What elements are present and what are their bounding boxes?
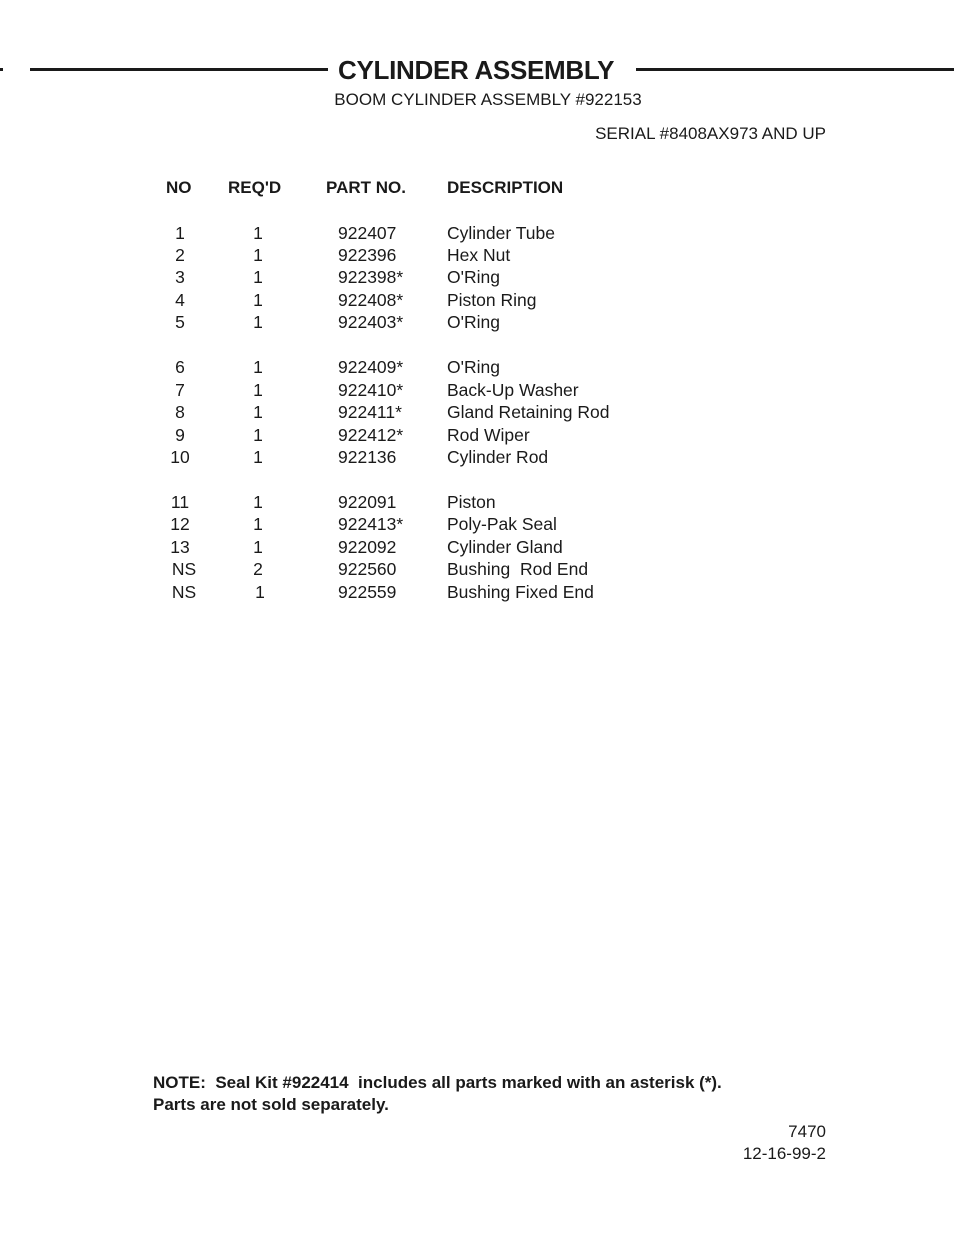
item-number: NS (171, 559, 197, 579)
margin-tick (0, 68, 3, 71)
table-row (0, 513, 954, 535)
table-row (0, 266, 954, 288)
part-number: 922412* (338, 425, 404, 445)
item-number: 3 (175, 267, 185, 287)
quantity-required: 1 (253, 312, 263, 332)
table-row (0, 558, 954, 580)
column-header-no: NO (166, 178, 192, 197)
table-row (0, 356, 954, 378)
table-row (0, 581, 954, 603)
table-row (0, 289, 954, 311)
column-header-reqd: REQ'D (228, 178, 282, 197)
table-row (0, 311, 954, 333)
part-description: Rod Wiper (447, 425, 530, 445)
part-description: O'Ring (447, 312, 500, 332)
part-description: Back-Up Washer (447, 380, 579, 400)
item-number: 4 (175, 290, 185, 310)
table-row (0, 222, 954, 244)
title-rule-left (30, 68, 328, 71)
item-number: 1 (175, 223, 185, 243)
table-row (0, 379, 954, 401)
part-number: 922409* (338, 357, 404, 377)
quantity-required: 1 (253, 223, 263, 243)
table-row (0, 424, 954, 446)
sales-note: Parts are not sold separately. (153, 1095, 389, 1114)
part-number: 922091 (338, 492, 397, 512)
title-rule-right (636, 68, 954, 71)
part-description: Cylinder Rod (447, 447, 549, 467)
item-number: 6 (175, 357, 185, 377)
column-header-part-no: PART NO. (326, 178, 406, 197)
part-description: Piston Ring (447, 290, 537, 310)
table-row (0, 446, 954, 468)
item-number: 7 (175, 380, 185, 400)
quantity-required: 1 (253, 245, 263, 265)
part-description: Gland Retaining Rod (447, 402, 610, 422)
item-number: 5 (175, 312, 185, 332)
page-title: CYLINDER ASSEMBLY (338, 55, 615, 85)
part-number: 922559 (338, 582, 397, 602)
table-row (0, 536, 954, 558)
assembly-subtitle: BOOM CYLINDER ASSEMBLY #922153 (334, 90, 642, 109)
part-description: O'Ring (447, 357, 500, 377)
revision-date: 12-16-99-2 (742, 1144, 826, 1163)
quantity-required: 1 (253, 514, 263, 534)
part-description: O'Ring (447, 267, 500, 287)
quantity-required: 1 (253, 492, 263, 512)
item-number: 13 (170, 537, 190, 557)
table-row (0, 401, 954, 423)
part-description: Cylinder Tube (447, 223, 555, 243)
item-number: 12 (170, 514, 190, 534)
part-number: 922407 (338, 223, 397, 243)
item-number: 11 (170, 492, 190, 512)
item-number: 8 (175, 402, 185, 422)
part-description: Bushing Fixed End (447, 582, 594, 602)
quantity-required: 1 (253, 425, 263, 445)
item-number: 9 (175, 425, 185, 445)
table-row (0, 244, 954, 266)
part-number: 922410* (338, 380, 404, 400)
item-number: 10 (170, 447, 190, 467)
part-number: 922408* (338, 290, 404, 310)
quantity-required: 1 (253, 380, 263, 400)
part-number: 922398* (338, 267, 404, 287)
part-number: 922411* (338, 402, 402, 422)
part-number: 922396 (338, 245, 397, 265)
part-number: 922403* (338, 312, 404, 332)
part-description: Poly-Pak Seal (447, 514, 557, 534)
part-number: 922092 (338, 537, 397, 557)
item-number: 2 (175, 245, 185, 265)
part-number: 922560 (338, 559, 397, 579)
quantity-required: 1 (253, 537, 263, 557)
part-description: Cylinder Gland (447, 537, 563, 557)
part-number: 922413* (338, 514, 404, 534)
part-description: Piston (447, 492, 496, 512)
table-row (0, 491, 954, 513)
quantity-required: 1 (253, 357, 263, 377)
column-header-description: DESCRIPTION (447, 178, 564, 197)
quantity-required: 1 (253, 290, 263, 310)
part-number: 922136 (338, 447, 397, 467)
page-code: 7470 (788, 1122, 826, 1141)
part-description: Hex Nut (447, 245, 511, 265)
quantity-required: 1 (253, 447, 263, 467)
quantity-required: 1 (253, 267, 263, 287)
seal-kit-note: NOTE: Seal Kit #922414 includes all parts marked with an asterisk (*). (153, 1073, 722, 1092)
serial-range: SERIAL #8408AX973 AND UP (595, 124, 826, 143)
quantity-required: 1 (255, 582, 265, 602)
item-number: NS (171, 582, 197, 602)
part-description: Bushing Rod End (447, 559, 589, 579)
quantity-required: 2 (253, 559, 263, 579)
quantity-required: 1 (253, 402, 263, 422)
